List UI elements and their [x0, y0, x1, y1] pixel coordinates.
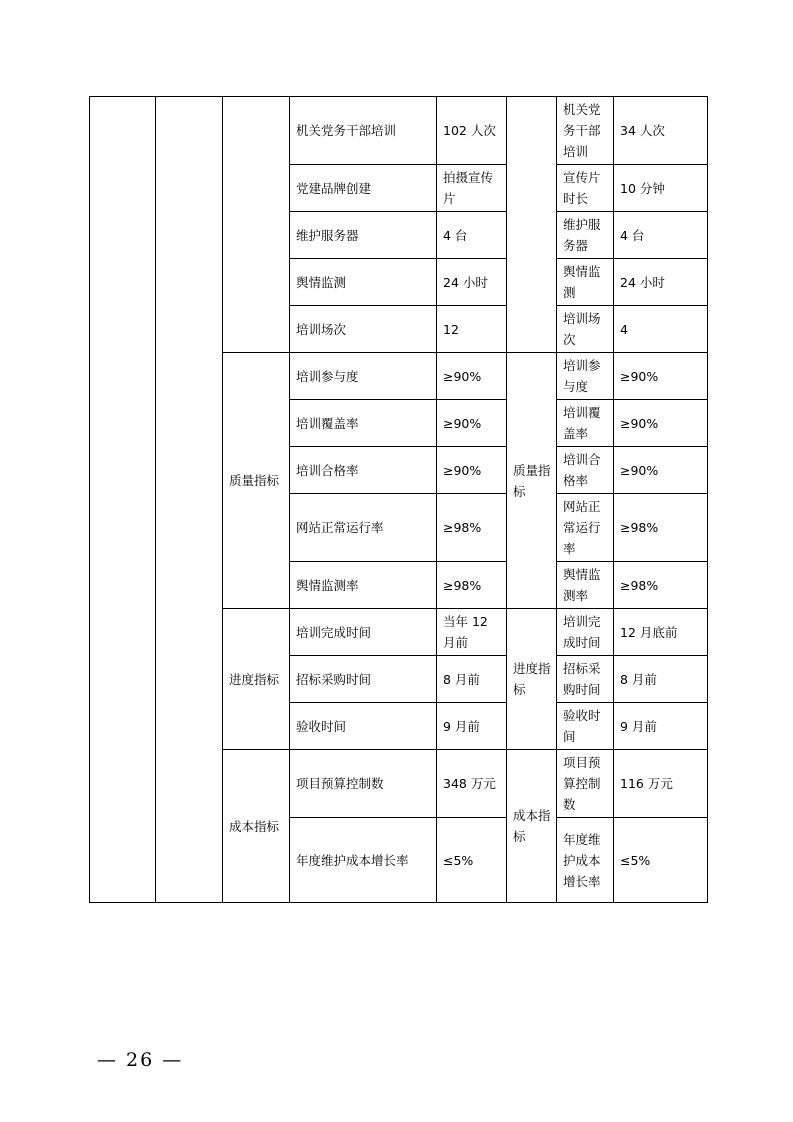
indicator-name-2: 培训完成时间 — [557, 609, 614, 656]
indicator-value: 12 — [437, 306, 507, 353]
indicator-value: 24 小时 — [437, 259, 507, 306]
group-label-quality: 质量指标 — [223, 353, 290, 609]
indicator-name: 培训场次 — [290, 306, 437, 353]
indicator-value: ≥90% — [437, 353, 507, 400]
indicator-value: 8 月前 — [437, 656, 507, 703]
indicator-value-2: 9 月前 — [614, 703, 708, 750]
indicator-value: 4 台 — [437, 212, 507, 259]
indicator-value-2: 10 分钟 — [614, 165, 708, 212]
indicator-value: 348 万元 — [437, 750, 507, 818]
indicator-name-2: 验收时间 — [557, 703, 614, 750]
indicator-value-2: ≥90% — [614, 353, 708, 400]
indicator-name-2: 培训覆盖率 — [557, 400, 614, 447]
indicator-value-2: 4 台 — [614, 212, 708, 259]
indicator-value-2: ≥98% — [614, 494, 708, 562]
indicator-name: 网站正常运行率 — [290, 494, 437, 562]
empty-cell-col6 — [507, 97, 557, 353]
indicator-value-2: 4 — [614, 306, 708, 353]
indicator-value-2: 8 月前 — [614, 656, 708, 703]
group-label-progress-2: 进度指标 — [507, 609, 557, 750]
indicator-value: 拍摄宣传片 — [437, 165, 507, 212]
indicator-name-2: 年度维护成本增长率 — [557, 818, 614, 903]
indicator-name: 验收时间 — [290, 703, 437, 750]
indicator-value-2: ≤5% — [614, 818, 708, 903]
indicator-name-2: 网站正常运行率 — [557, 494, 614, 562]
indicator-name-2: 机关党务干部培训 — [557, 97, 614, 165]
empty-cell-col2 — [156, 97, 223, 903]
indicator-name-2: 招标采购时间 — [557, 656, 614, 703]
indicator-value: 102 人次 — [437, 97, 507, 165]
page-number: — 26 — — [97, 1049, 184, 1071]
indicator-name: 招标采购时间 — [290, 656, 437, 703]
indicator-name: 舆情监测 — [290, 259, 437, 306]
performance-indicator-table — [89, 96, 708, 903]
indicator-name: 培训覆盖率 — [290, 400, 437, 447]
indicator-value: ≥98% — [437, 494, 507, 562]
group-label-progress: 进度指标 — [223, 609, 290, 750]
indicator-value-2: 24 小时 — [614, 259, 708, 306]
indicator-value-2: ≥90% — [614, 400, 708, 447]
indicator-name-2: 维护服务器 — [557, 212, 614, 259]
indicator-name-2: 培训场次 — [557, 306, 614, 353]
indicator-name-2: 舆情监测率 — [557, 562, 614, 609]
group-label-quality-2: 质量指标 — [507, 353, 557, 609]
indicator-name-2: 项目预算控制数 — [557, 750, 614, 818]
indicator-value-2: 34 人次 — [614, 97, 708, 165]
indicator-value: ≥90% — [437, 447, 507, 494]
indicator-name-2: 宣传片时长 — [557, 165, 614, 212]
indicator-value-2: 116 万元 — [614, 750, 708, 818]
indicator-value-2: 12 月底前 — [614, 609, 708, 656]
indicator-name: 机关党务干部培训 — [290, 97, 437, 165]
empty-cell-col1 — [90, 97, 156, 903]
indicator-value-2: ≥90% — [614, 447, 708, 494]
indicator-value-2: ≥98% — [614, 562, 708, 609]
indicator-value: 9 月前 — [437, 703, 507, 750]
group-label-cost: 成本指标 — [223, 750, 290, 903]
indicator-value: ≥98% — [437, 562, 507, 609]
indicator-name: 年度维护成本增长率 — [290, 818, 437, 903]
indicator-value: ≥90% — [437, 400, 507, 447]
indicator-name: 维护服务器 — [290, 212, 437, 259]
group-label-cost-2: 成本指标 — [507, 750, 557, 903]
indicator-value: ≤5% — [437, 818, 507, 903]
indicator-name: 培训合格率 — [290, 447, 437, 494]
indicator-name: 舆情监测率 — [290, 562, 437, 609]
indicator-value: 当年 12 月前 — [437, 609, 507, 656]
indicator-name: 培训参与度 — [290, 353, 437, 400]
indicator-name-2: 培训参与度 — [557, 353, 614, 400]
indicator-name-2: 舆情监测 — [557, 259, 614, 306]
empty-cell-col3 — [223, 97, 290, 353]
indicator-name-2: 培训合格率 — [557, 447, 614, 494]
indicator-name: 党建品牌创建 — [290, 165, 437, 212]
indicator-name: 培训完成时间 — [290, 609, 437, 656]
indicator-name: 项目预算控制数 — [290, 750, 437, 818]
